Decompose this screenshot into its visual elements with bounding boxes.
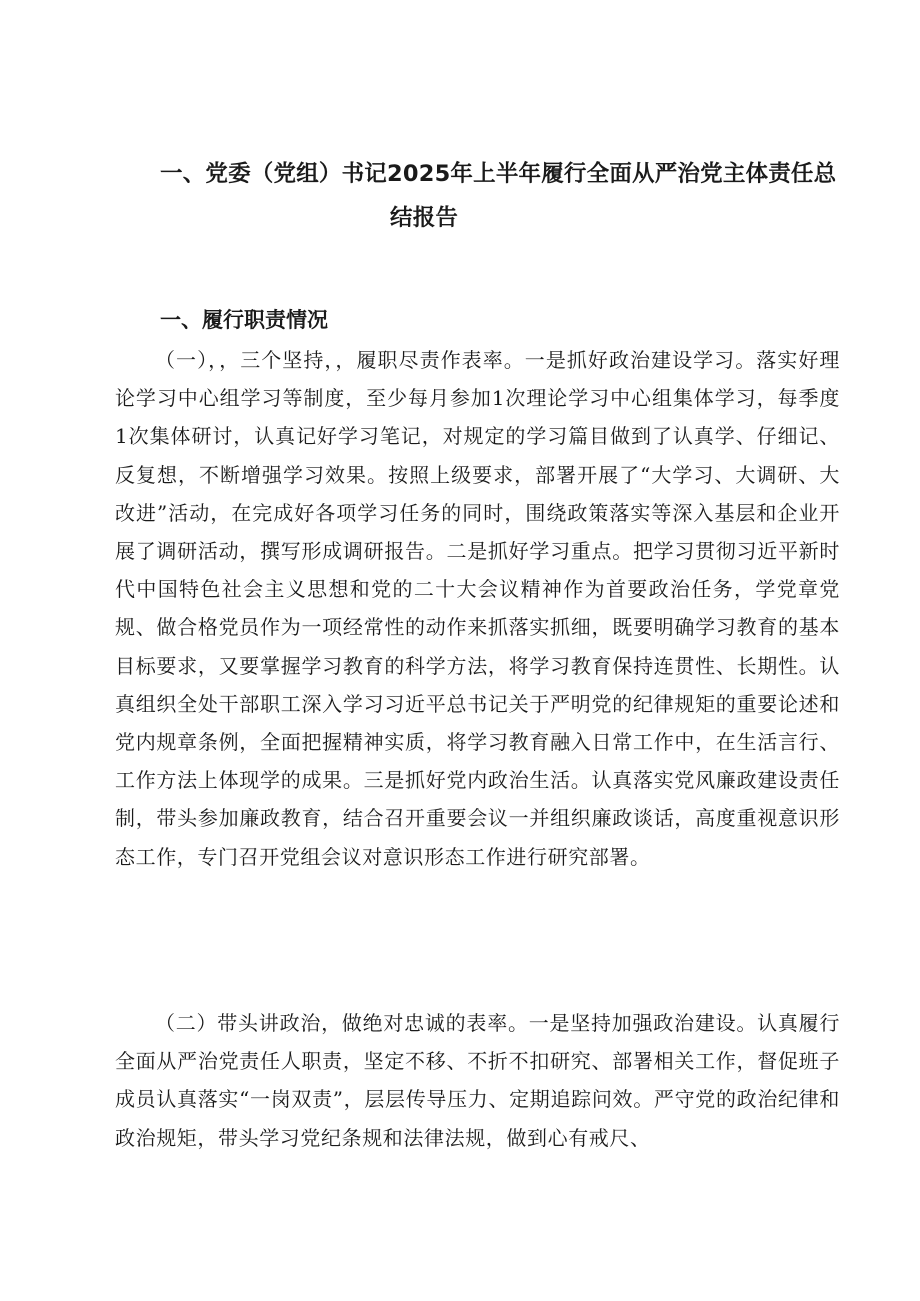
body-paragraph-2: （二）带头讲政治，做绝对忠诚的表率。一是坚持加强政治建设。认真履行全面从严治党责任人职责，坚定不移、不折不扣研究、部署相关工作，督促班子成员认真落实“一岗双责”，层层传导压力、定期追踪问效。严守党的政治纪律和政治规矩，带头学习党纪条规和法律法规，做到心有戒尺、	[115, 1011, 840, 1150]
title-line-2: 结报告	[390, 205, 459, 231]
document-title	[160, 152, 850, 240]
title-line-1: 一、党委（党组）书记2025年上半年履行全面从严治党主体责任总	[160, 161, 837, 187]
section-heading: 一、履行职责情况	[160, 308, 328, 332]
body-paragraph-1: （一），，三个坚持，，履职尽责作表率。一是抓好政治建设学习。落实好理论学习中心组学习等制度，至少每月参加1次理论学习中心组集体学习，每季度1次集体研讨，认真记好学习笔记，对规定的学习篇目做到了认真学、仔细记、反复想，不断增强学习效果。按照上级要求，部署开展了“大学习、大调研、大改进”活动，在完成好各项学习任务的同时，围绕政策落实等深入基层和企业开展了调研活动，撰写形成调研报告。二是抓好学习重点。把学习贯彻习近平新时代中国特色社会主义思想和党的二十大会议精神作为首要政治任务，学党章党规、做合格党员作为一项经常性的动作来抓落实抓细，既要明确学习教育的基本目标要求，又要掌握学习教育的科学方法，将学习教育保持连贯性、长期性。认真组织全处干部职工深入学习习近平总书记关于严明党的纪律规矩的重要论述和党内规章条例，全面把握精神实质，将学习教育融入日常工作中，在生活言行、工作方法上体现学的成果。三是抓好党内政治生活。认真落实党风廉政建设责任制，带头参加廉政教育，结合召开重要会议一并组织廉政谈话，高度重视意识形态工作，专门召开党组会议对意识形态工作进行研究部署。	[115, 348, 840, 869]
